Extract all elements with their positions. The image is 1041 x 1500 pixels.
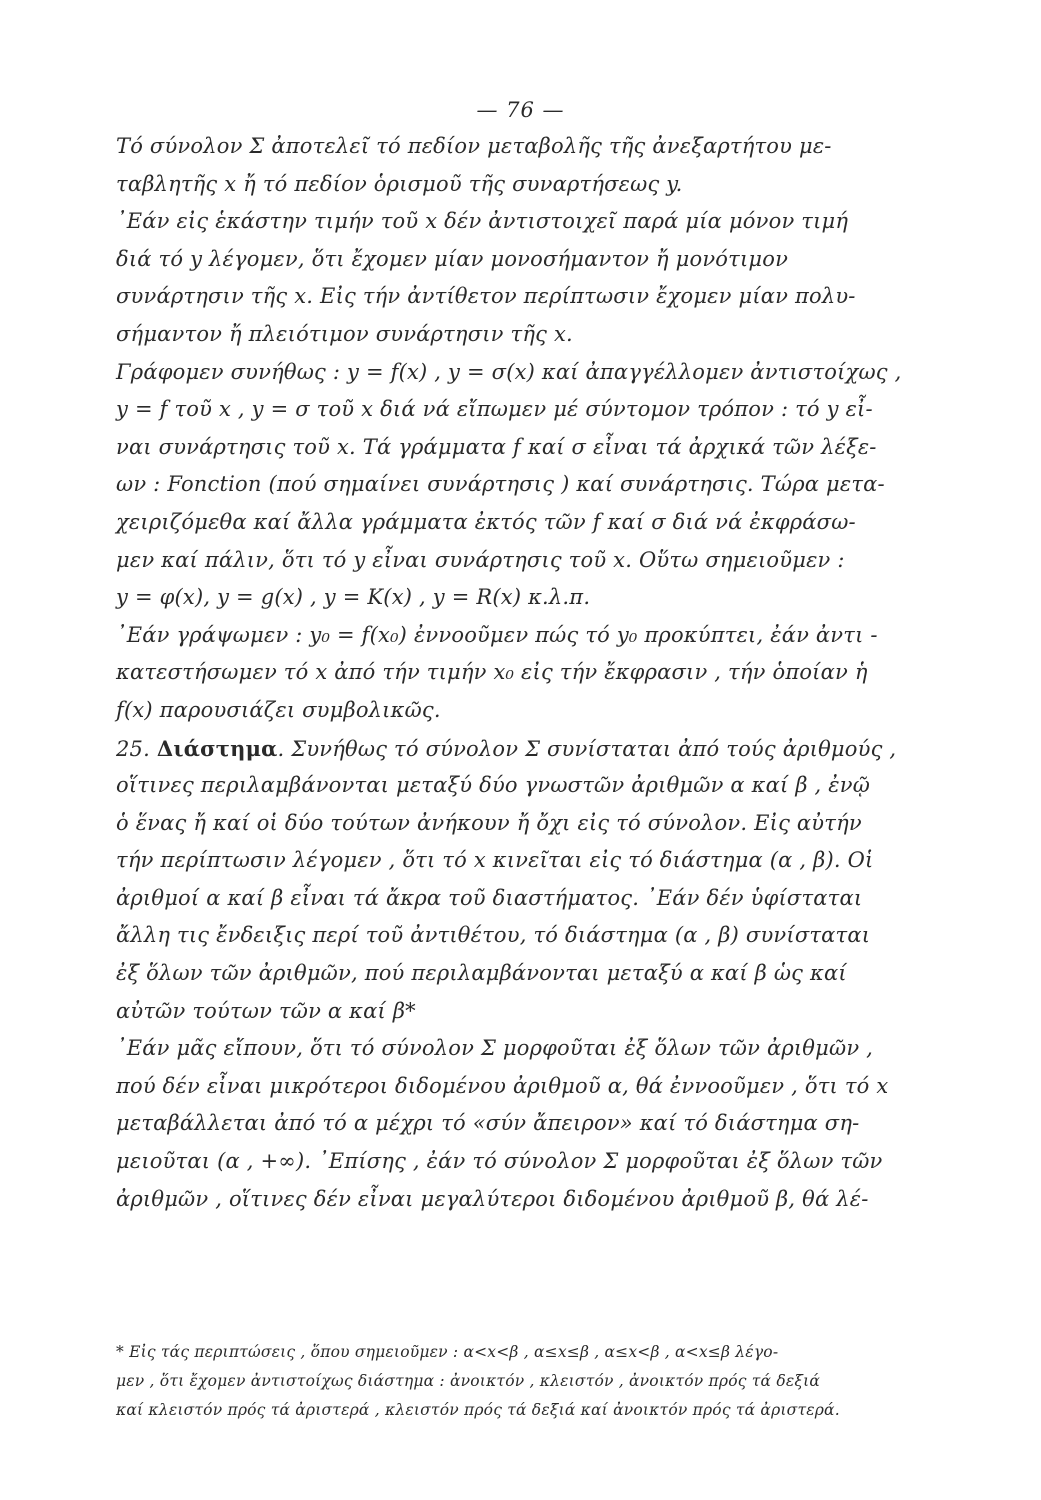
text-line: ἀριθμοί α καί β εἶναι τά ἄκρα τοῦ διαστήματος. ᾽Εάν δέν ὑφίσταται xyxy=(116,885,863,910)
section-heading: Διάστημα xyxy=(156,735,278,761)
text-line: μειοῦται (α , +∞). ᾽Επίσης , ἐάν τό σύνολον Σ μορφοῦται ἐξ ὅλων τῶν xyxy=(116,1149,883,1174)
text-line: πού δέν εἶναι μικρότεροι διδομένου ἀριθμοῦ α, θά ἐννοοῦμεν , ὅτι τό x xyxy=(116,1073,889,1098)
text-line: ταβλητῆς x ἤ τό πεδίον ὁρισμοῦ τῆς συναρτήσεως y. xyxy=(116,171,683,196)
footnote-line: καί κλειστόν πρός τά ἀριστερά , κλειστόν πρός τά δεξιά καί ἀνοικτόν πρός τά ἀριστερά. xyxy=(116,1401,840,1419)
section-heading-line xyxy=(116,730,976,768)
text-line: ᾽Εάν εἰς ἑκάστην τιμήν τοῦ x δέν ἀντιστοιχεῖ παρά μία μόνον τιμή xyxy=(116,209,849,234)
text-line: σήμαντον ἤ πλειότιμον συνάρτησιν τῆς x. xyxy=(116,321,573,346)
text-line: κατεστήσωμεν τό x ἀπό τήν τιμήν x₀ εἰς τήν ἔκφρασιν , τήν ὁποίαν ἡ xyxy=(116,660,868,685)
text-line: ᾽Εάν μᾶς εἴπουν, ὅτι τό σύνολον Σ μορφοῦται ἐξ ὅλων τῶν ἀριθμῶν , xyxy=(116,1036,874,1061)
text-line: ἀριθμῶν , οἵτινες δέν εἶναι μεγαλύτεροι διδομένου ἀριθμοῦ β, θά λέ- xyxy=(116,1186,869,1211)
text-line: διά τό y λέγομεν, ὅτι ἔχομεν μίαν μονοσήμαντον ἤ μονότιμον xyxy=(116,246,789,271)
footnote-line: * Εἰς τάς περιπτώσεις , ὅπου σημειοῦμεν : α<x<β , α≤x≤β , α≤x<β , α<x≤β λέγο- xyxy=(116,1343,779,1361)
text-line: ων : Fonction (πού σημαίνει συνάρτησις ) καί συνάρτησις. Τώρα μετα- xyxy=(116,472,885,497)
text-line: y = f τοῦ x , y = σ τοῦ x διά νά εἴπωμεν μέ σύντομον τρόπον : τό y εἶ- xyxy=(116,397,873,422)
text-line: Τό σύνολον Σ ἀποτελεῖ τό πεδίον μεταβολῆς τῆς ἀνεξαρτήτου με- xyxy=(116,134,832,158)
text-line: Γράφομεν συνήθως : y = f(x) , y = σ(x) καί ἀπαγγέλλομεν ἀντιστοίχως , xyxy=(116,359,902,384)
text-line: ἄλλη τις ἔνδειξις περί τοῦ ἀντιθέτου, τό διάστημα (α , β) συνίσταται xyxy=(116,923,871,948)
text-line: f(x) παρουσιάζει συμβολικῶς. xyxy=(116,697,441,722)
text-line: χειριζόμεθα καί ἄλλα γράμματα ἐκτός τῶν f καί σ διά νά ἐκφράσω- xyxy=(116,509,856,534)
text-line: τήν περίπτωσιν λέγομεν , ὅτι τό x κινεῖται εἰς τό διάστημα (α , β). Οἱ xyxy=(116,848,874,873)
text-line: μεν καί πάλιν, ὅτι τό y εἶναι συνάρτησις τοῦ x. Οὕτω σημειοῦμεν : xyxy=(116,547,845,572)
footnote-line: μεν , ὅτι ἔχομεν ἀντιστοίχως διάστημα : ἀνοικτόν , κλειστόν , ἀνοικτόν πρός τά δεξιά xyxy=(116,1372,821,1390)
text-line: ναι συνάρτησις τοῦ x. Τά γράμματα f καί σ εἶναι τά ἀρχικά τῶν λέξε- xyxy=(116,434,877,459)
text-line: ᾽Εάν γράψωμεν : y₀ = f(x₀) ἐννοοῦμεν πώς τό y₀ προκύπτει, ἐάν ἀντι - xyxy=(116,622,878,647)
text-line: ὁ ἕνας ἤ καί οἱ δύο τούτων ἀνήκουν ἤ ὄχι εἰς τό σύνολον. Εἰς αὐτήν xyxy=(116,810,862,835)
text-line: ἐξ ὅλων τῶν ἀριθμῶν, πού περιλαμβάνονται μεταξύ α καί β ὡς καί xyxy=(116,961,847,986)
text-line: οἵτινες περιλαμβάνονται μεταξύ δύο γνωστῶν ἀριθμῶν α καί β , ἐνῷ xyxy=(116,773,871,798)
text-line: y = φ(x), y = g(x) , y = K(x) , y = R(x) κ.λ.π. xyxy=(116,585,591,610)
text-line: . Συνήθως τό σύνολον Σ συνίσταται ἀπό τούς ἀριθμούς , xyxy=(277,736,897,761)
text-line: συνάρτησιν τῆς x. Εἰς τήν ἀντίθετον περίπτωσιν ἔχομεν μίαν πολυ- xyxy=(116,284,856,309)
page-number: — 76 — xyxy=(476,98,565,122)
text-line: μεταβάλλεται ἀπό τό α μέχρι τό «σύν ἄπειρον» καί τό διάστημα ση- xyxy=(116,1111,860,1136)
text-line: αὐτῶν τούτων τῶν α καί β* xyxy=(116,998,416,1023)
body-text xyxy=(116,128,976,1218)
section-number: 25. xyxy=(116,736,150,761)
footnotes xyxy=(116,1338,976,1425)
